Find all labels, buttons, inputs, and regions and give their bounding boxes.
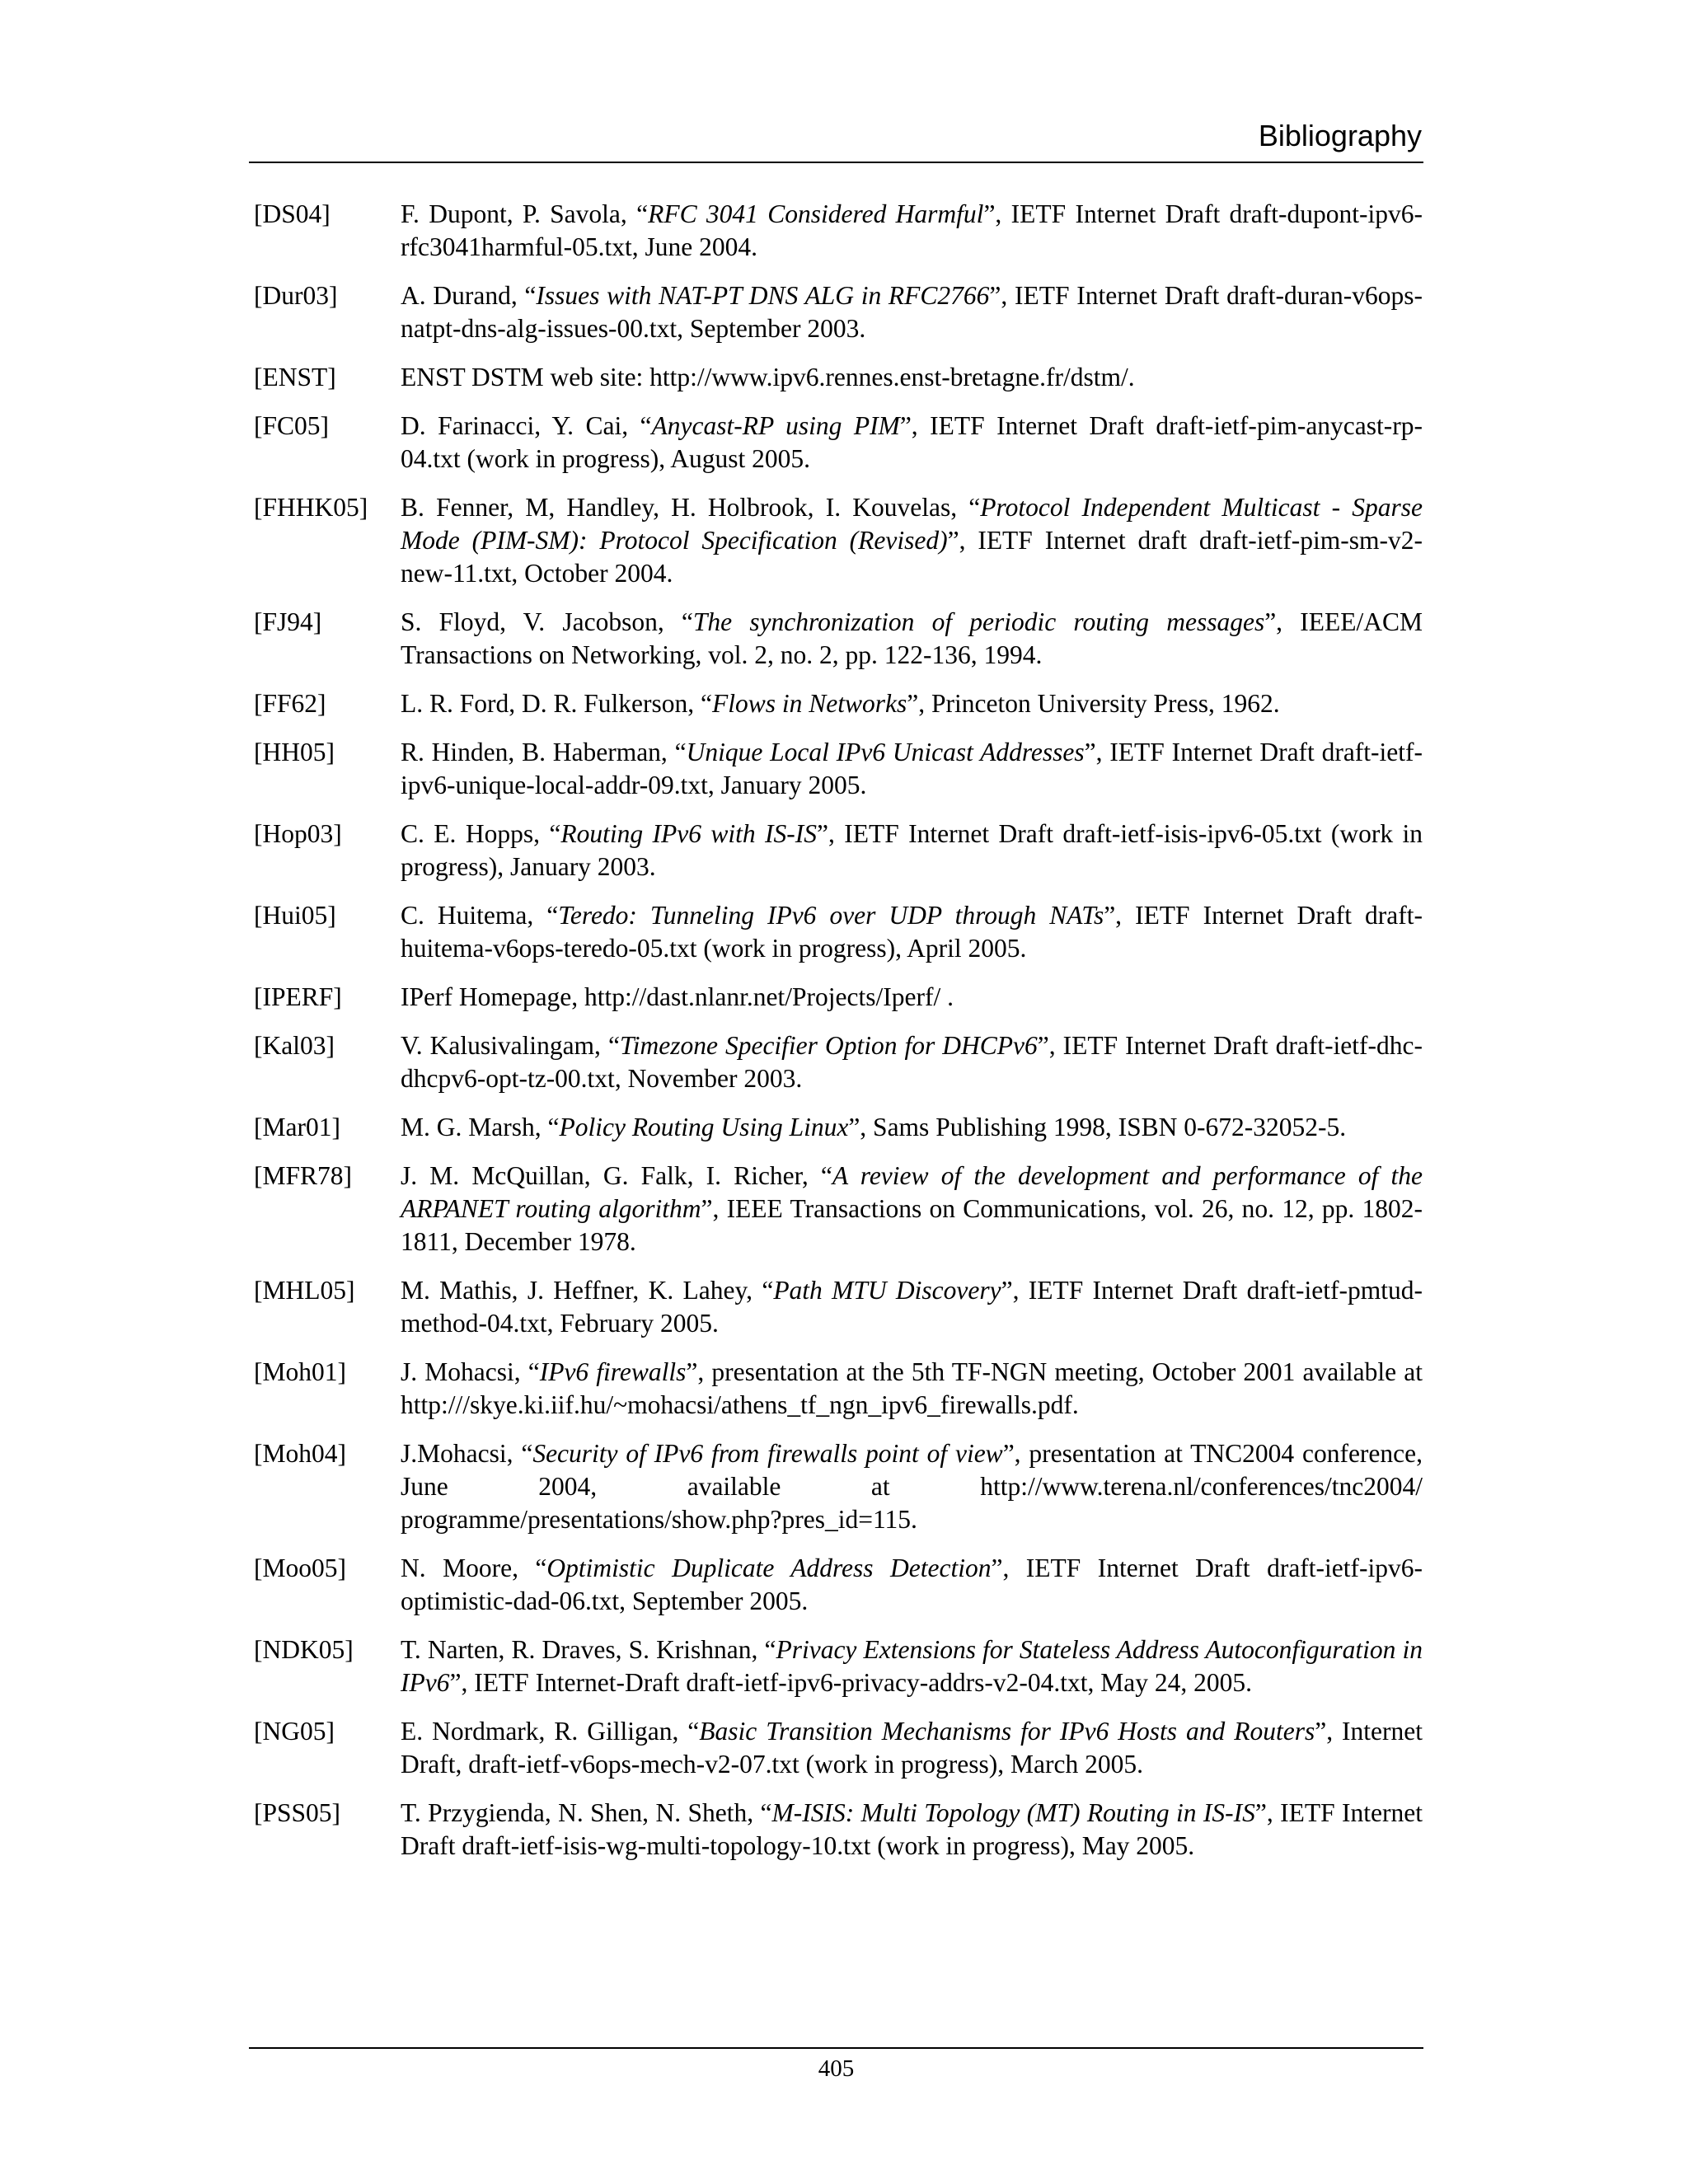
reference-key: [DS04] (254, 199, 331, 228)
reference-entry (254, 687, 1423, 720)
reference-entry (254, 1356, 1423, 1422)
reference-entry (254, 1029, 1423, 1095)
reference-details: ”, IETF Internet Draft draft-ietf-dhc-dhcpv6-opt-tz-00.txt, November 2003. (401, 1031, 1423, 1093)
reference-authors: T. Przygienda, N. Shen, N. Sheth, “ (401, 1798, 772, 1827)
reference-entry (254, 736, 1423, 802)
reference-details: ”, IETF Internet Draft draft-ietf-isis-wg-multi-topology-10.txt (work in progress), May 2005. (401, 1798, 1423, 1860)
reference-text (401, 410, 1423, 476)
reference-title: Issues with NAT-PT DNS ALG in RFC2766 (536, 281, 990, 310)
reference-authors: J. M. McQuillan, G. Falk, I. Richer, “ (401, 1161, 832, 1190)
reference-authors: L. R. Ford, D. R. Fulkerson, “ (401, 689, 712, 718)
reference-authors: B. Fenner, M, Handley, H. Holbrook, I. Kouvelas, “ (401, 493, 981, 522)
reference-details: ”, IETF Internet Draft draft-ietf-isis-ipv6-05.txt (work in progress), January 2003. (401, 819, 1423, 881)
reference-key: [PSS05] (254, 1798, 341, 1827)
reference-title: The synchronization of periodic routing messages (692, 607, 1265, 636)
reference-title: IPv6 firewalls (539, 1357, 687, 1386)
reference-title: Optimistic Duplicate Address Detection (546, 1554, 992, 1582)
reference-details: ”, IETF Internet draft draft-ietf-pim-sm-v2-new-11.txt, October 2004. (401, 526, 1423, 588)
reference-key: [MFR78] (254, 1161, 353, 1190)
reference-key: [NG05] (254, 1717, 335, 1746)
reference-details: ”, Princeton University Press, 1962. (907, 689, 1280, 718)
reference-text (401, 899, 1423, 965)
reference-authors: T. Narten, R. Draves, S. Krishnan, “ (401, 1635, 776, 1664)
reference-authors: F. Dupont, P. Savola, “ (401, 199, 649, 228)
reference-details: ”, IETF Internet Draft draft-ietf-pim-anycast-rp-04.txt (work in progress), August 2005. (401, 411, 1423, 473)
reference-entry (254, 1111, 1423, 1144)
reference-entry (254, 279, 1423, 345)
reference-title: Protocol Independent Multicast - Sparse Mode (PIM-SM): Protocol Specification (Revised) (401, 493, 1423, 555)
reference-entry (254, 1437, 1423, 1536)
reference-entry (254, 361, 1423, 394)
reference-key: [NDK05] (254, 1635, 354, 1664)
reference-authors: M. G. Marsh, “ (401, 1113, 560, 1141)
reference-key: [Moh01] (254, 1357, 346, 1386)
reference-key: [FF62] (254, 689, 326, 718)
reference-details: ”, IETF Internet Draft draft-ietf-ipv6-unique-local-addr-09.txt, January 2005. (401, 738, 1423, 799)
reference-key: [Moo05] (254, 1554, 346, 1582)
reference-key: [Moh04] (254, 1439, 346, 1468)
reference-key: [Mar01] (254, 1113, 340, 1141)
reference-authors: V. Kalusivalingam, “ (401, 1031, 620, 1060)
reference-text (401, 1356, 1423, 1422)
reference-text (401, 1274, 1423, 1340)
reference-text (401, 1029, 1423, 1095)
reference-entry (254, 1797, 1423, 1863)
reference-entry (254, 491, 1423, 590)
reference-authors: C. E. Hopps, “ (401, 819, 561, 848)
reference-authors: E. Nordmark, R. Gilligan, “ (401, 1717, 700, 1746)
reference-text (401, 198, 1423, 264)
reference-text (401, 1437, 1423, 1536)
reference-text (401, 687, 1423, 720)
reference-authors: A. Durand, “ (401, 281, 537, 310)
reference-title: Path MTU Discovery (773, 1276, 1001, 1305)
reference-authors: N. Moore, “ (401, 1554, 547, 1582)
reference-entry (254, 818, 1423, 883)
reference-key: [Hui05] (254, 901, 336, 930)
reference-text (401, 491, 1423, 590)
reference-key: [FJ94] (254, 607, 322, 636)
reference-key: [ENST] (254, 363, 336, 391)
header-divider (249, 162, 1423, 163)
reference-authors: R. Hinden, B. Haberman, “ (401, 738, 687, 766)
reference-authors: J. Mohacsi, “ (401, 1357, 540, 1386)
reference-text (401, 361, 1423, 394)
reference-title: A review of the development and performance of the ARPANET routing algorithm (401, 1161, 1423, 1223)
reference-title: Routing IPv6 with IS-IS (560, 819, 818, 848)
reference-text (401, 1111, 1423, 1144)
reference-details: ”, IEEE Transactions on Communications, vol. 26, no. 12, pp. 1802-1811, December 1978. (401, 1194, 1423, 1256)
reference-authors: IPerf Homepage, http://dast.nlanr.net/Projects/Iperf/ . (401, 982, 954, 1011)
reference-authors: D. Farinacci, Y. Cai, “ (401, 411, 652, 440)
reference-entry (254, 899, 1423, 965)
running-header: Bibliography (1258, 119, 1422, 152)
reference-key: [Kal03] (254, 1031, 335, 1060)
reference-title: Security of IPv6 from firewalls point of view (532, 1439, 1003, 1468)
reference-text (401, 279, 1423, 345)
footer-divider (249, 2047, 1423, 2049)
reference-entry (254, 981, 1423, 1014)
reference-list (254, 198, 1423, 1878)
reference-text (401, 1715, 1423, 1781)
reference-details: ”, IETF Internet Draft draft-ietf-pmtud-method-04.txt, February 2005. (401, 1276, 1423, 1338)
reference-title: Timezone Specifier Option for DHCPv6 (619, 1031, 1038, 1060)
reference-entry (254, 1633, 1423, 1699)
reference-details: ”, presentation at the 5th TF-NGN meeting, October 2001 available at http:///skye.ki.iif.hu/~mohacsi/athens_tf_ngn_ipv6_firewalls.pdf. (401, 1357, 1423, 1419)
reference-details: ”, IETF Internet-Draft draft-ietf-ipv6-privacy-addrs-v2-04.txt, May 24, 2005. (449, 1668, 1253, 1697)
reference-entry (254, 198, 1423, 264)
reference-details: ”, IETF Internet Draft draft-ietf-ipv6-optimistic-dad-06.txt, September 2005. (401, 1554, 1423, 1615)
reference-entry (254, 1160, 1423, 1258)
reference-key: [FC05] (254, 411, 330, 440)
reference-entry (254, 1715, 1423, 1781)
reference-details: ”, presentation at TNC2004 conference, June 2004, available at http://www.terena.nl/conferences/tnc2004/ programme/presentations/show.php?pres_id=115. (401, 1439, 1423, 1534)
reference-text (401, 736, 1423, 802)
reference-details: ”, IETF Internet Draft draft-duran-v6ops-natpt-dns-alg-issues-00.txt, September 2003. (401, 281, 1423, 343)
reference-title: Flows in Networks (712, 689, 907, 718)
reference-title: Policy Routing Using Linux (559, 1113, 849, 1141)
reference-title: Privacy Extensions for Stateless Address Autoconfiguration in IPv6 (401, 1635, 1423, 1697)
reference-details: ”, IEEE/ACM Transactions on Networking, vol. 2, no. 2, pp. 122-136, 1994. (401, 607, 1423, 669)
reference-title: Unique Local IPv6 Unicast Addresses (686, 738, 1085, 766)
reference-details: ”, Internet Draft, draft-ietf-v6ops-mech-v2-07.txt (work in progress), March 2005. (401, 1717, 1423, 1779)
reference-authors: C. Huitema, “ (401, 901, 559, 930)
reference-entry (254, 606, 1423, 672)
reference-text (401, 606, 1423, 672)
reference-details: ”, IETF Internet Draft draft-dupont-ipv6-rfc3041harmful-05.txt, June 2004. (401, 199, 1423, 261)
reference-text (401, 1797, 1423, 1863)
reference-entry (254, 1274, 1423, 1340)
page-number: 405 (818, 2055, 855, 2082)
reference-title: RFC 3041 Considered Harmful (648, 199, 984, 228)
reference-text (401, 981, 1423, 1014)
reference-authors: S. Floyd, V. Jacobson, “ (401, 607, 693, 636)
reference-text (401, 1160, 1423, 1258)
reference-key: [Dur03] (254, 281, 338, 310)
reference-key: [MHL05] (254, 1276, 355, 1305)
reference-key: [HH05] (254, 738, 335, 766)
reference-title: M-ISIS: Multi Topology (MT) Routing in IS-IS (771, 1798, 1255, 1827)
reference-details: ”, Sams Publishing 1998, ISBN 0-672-32052-5. (848, 1113, 1347, 1141)
reference-details: ”, IETF Internet Draft draft-huitema-v6ops-teredo-05.txt (work in progress), April 2005. (401, 901, 1423, 963)
reference-title: Anycast-RP using PIM (651, 411, 900, 440)
reference-authors: ENST DSTM web site: http://www.ipv6.rennes.enst-bretagne.fr/dstm/. (401, 363, 1135, 391)
reference-key: [FHHK05] (254, 493, 368, 522)
reference-authors: M. Mathis, J. Heffner, K. Lahey, “ (401, 1276, 774, 1305)
reference-key: [IPERF] (254, 982, 342, 1011)
reference-entry (254, 410, 1423, 476)
reference-text (401, 1633, 1423, 1699)
reference-key: [Hop03] (254, 819, 342, 848)
reference-text (401, 1552, 1423, 1618)
reference-text (401, 818, 1423, 883)
reference-authors: J.Mohacsi, “ (401, 1439, 533, 1468)
reference-title: Teredo: Tunneling IPv6 over UDP through NATs (558, 901, 1104, 930)
reference-entry (254, 1552, 1423, 1618)
reference-title: Basic Transition Mechanisms for IPv6 Hosts and Routers (699, 1717, 1315, 1746)
